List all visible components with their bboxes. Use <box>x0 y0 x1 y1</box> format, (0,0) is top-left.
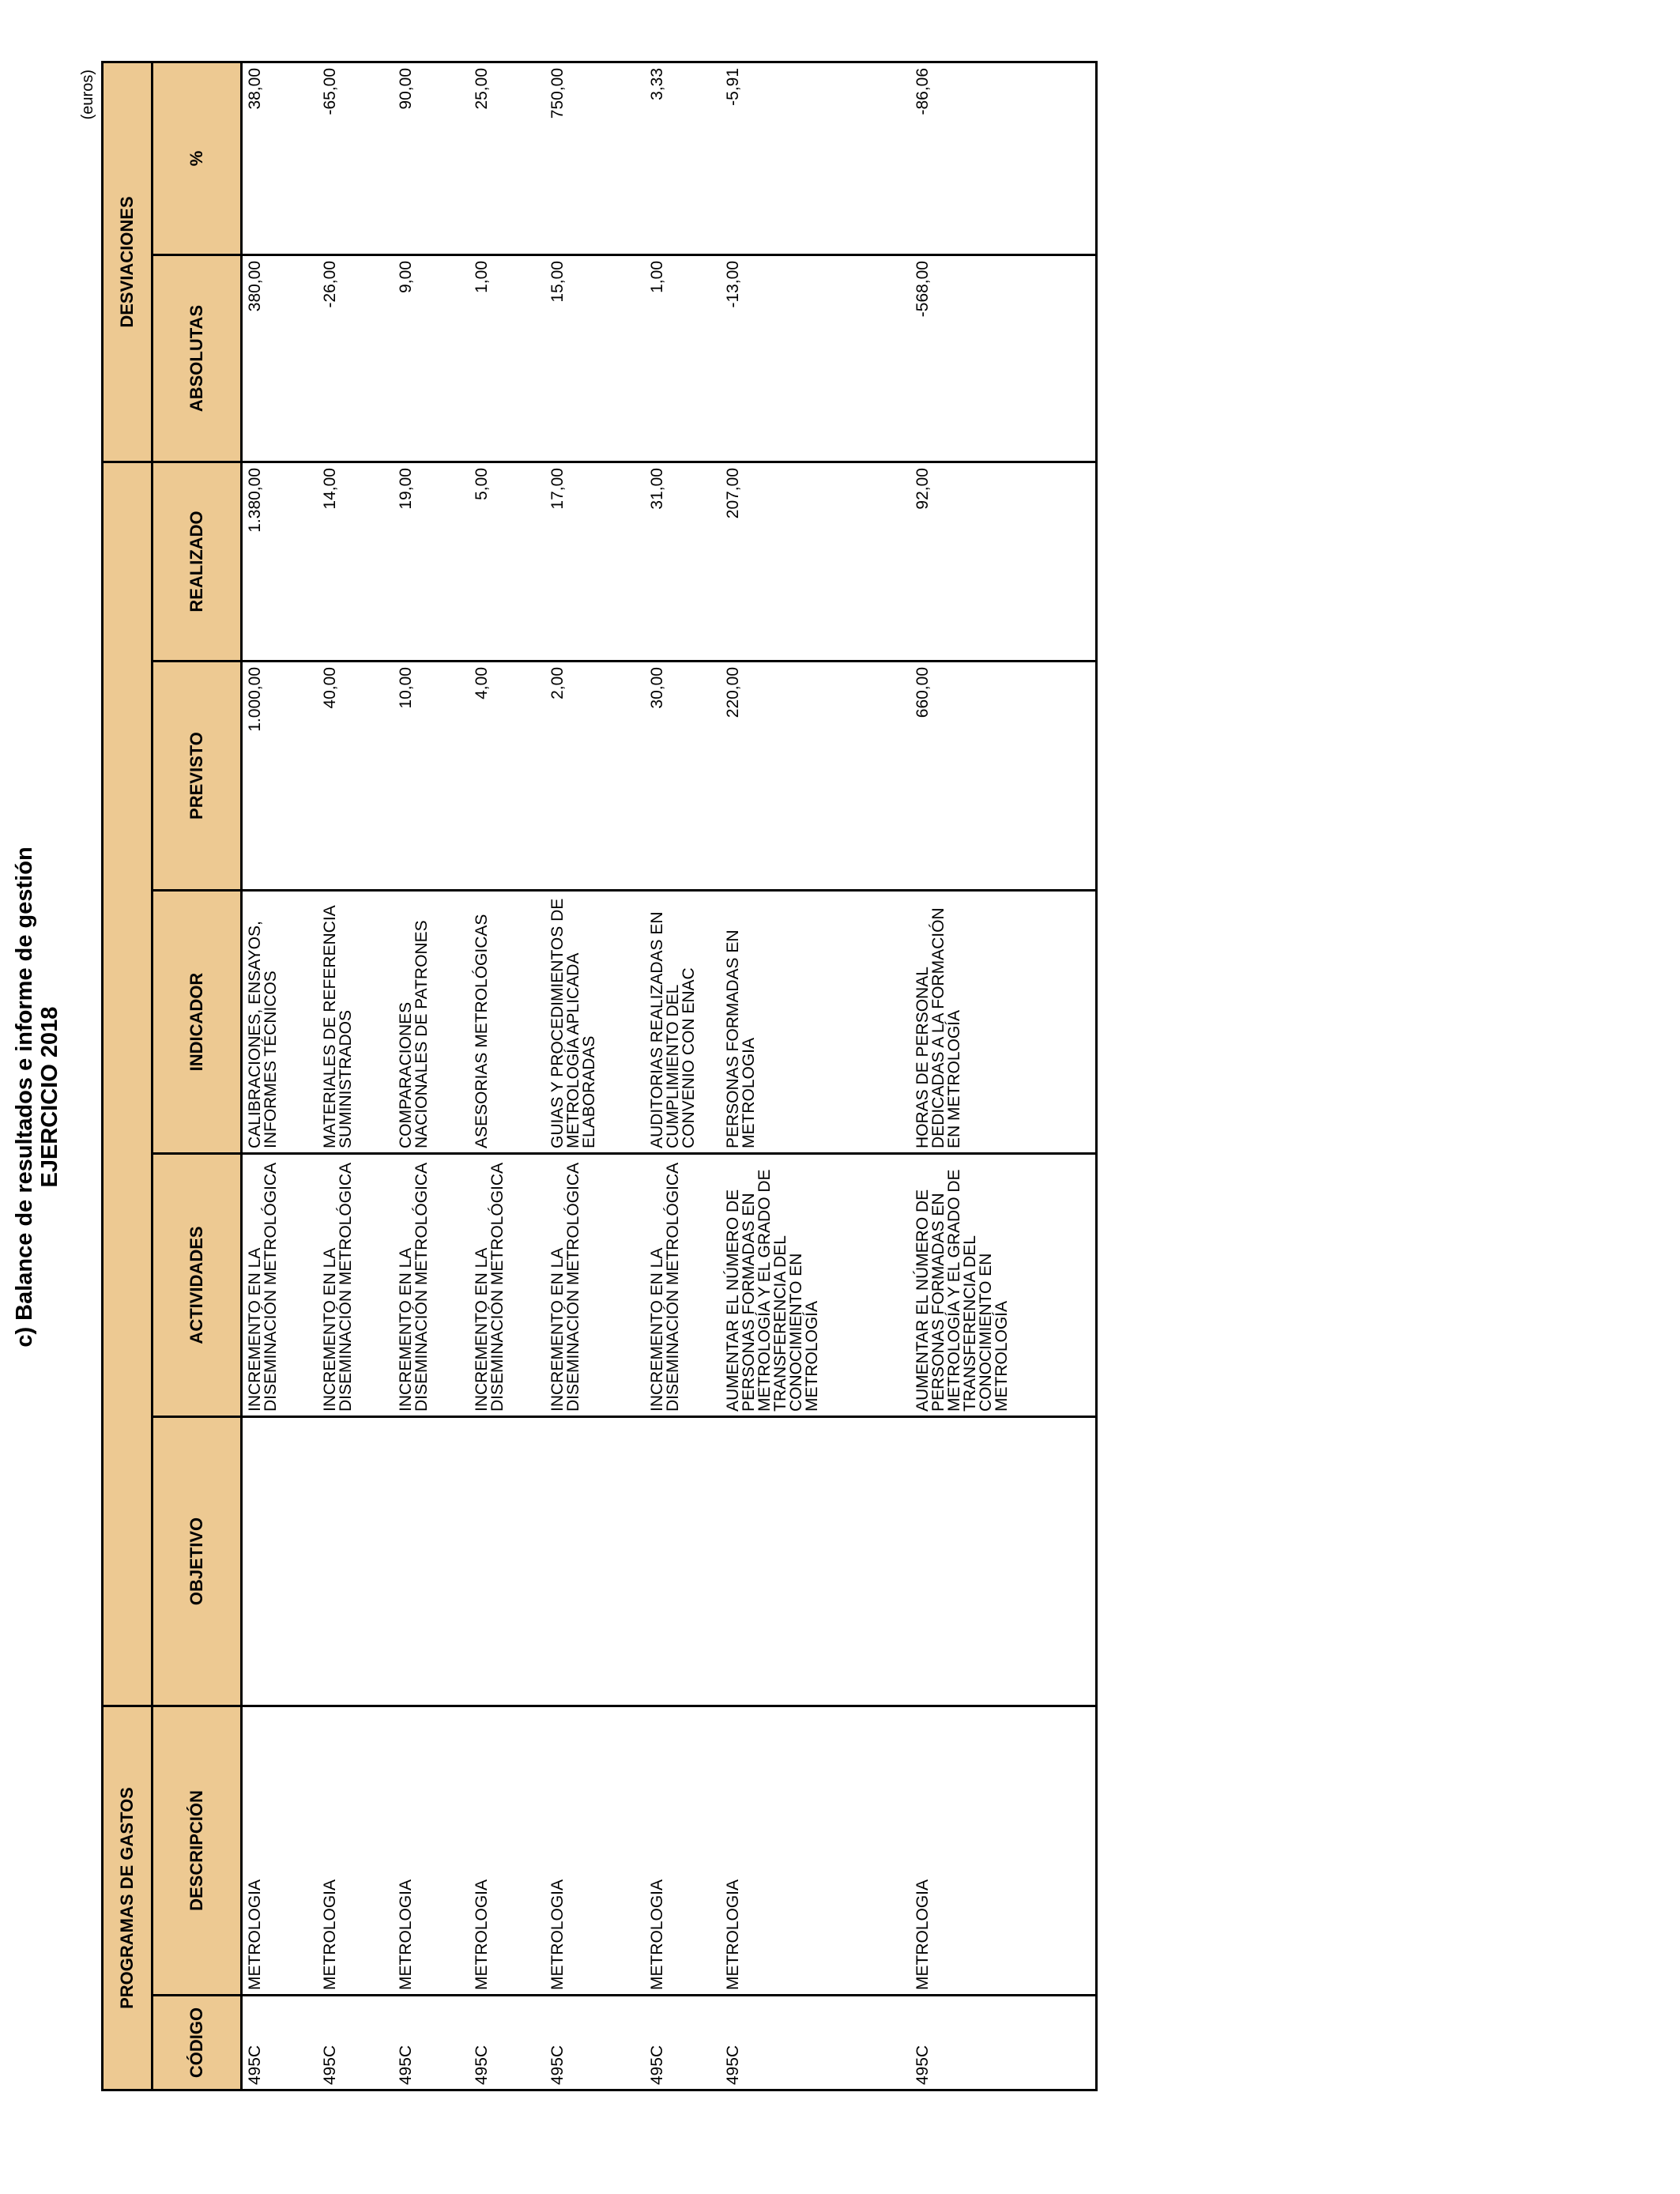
cell-indicador: MATERIALES DE REFERENCIA SUMINISTRADOS <box>318 891 394 1154</box>
header-pct: % <box>153 62 242 254</box>
unit-label: (euros) <box>79 70 96 120</box>
cell-actividades: AUMENTAR EL NÚMERO DE PERSONAS FORMADAS EN METROLOGÍA Y EL GRADO DE TRANSFERENCIA DEL CONOCIMIENTO EN METROLOGÍA <box>910 1154 1097 1417</box>
cell-realizado: 207,00 <box>721 462 910 662</box>
table-row <box>545 62 645 2090</box>
header-indicador: INDICADOR <box>153 891 242 1154</box>
cell-objetivo <box>721 1417 910 1706</box>
cell-pct: 90,00 <box>394 62 469 254</box>
table-row <box>469 62 545 2090</box>
header-spacer <box>103 1417 153 1706</box>
cell-actividades: INCREMENTO EN LA DISEMINACIÓN METROLÓGICA <box>545 1154 645 1417</box>
cell-objetivo <box>394 1417 469 1706</box>
cell-codigo: 495C <box>645 1996 721 2090</box>
cell-codigo: 495C <box>318 1996 394 2090</box>
cell-actividades: INCREMENTO EN LA DISEMINACIÓN METROLÓGICA <box>394 1154 469 1417</box>
cell-realizado: 14,00 <box>318 462 394 662</box>
cell-absolutas: 9,00 <box>394 255 469 462</box>
header-programas: PROGRAMAS DE GASTOS <box>103 1706 153 2090</box>
cell-descripcion: METROLOGIA <box>394 1706 469 1996</box>
cell-absolutas: 1,00 <box>645 255 721 462</box>
header-spacer <box>103 462 153 662</box>
cell-pct: -5,91 <box>721 62 910 254</box>
table-row <box>645 62 721 2090</box>
cell-previsto: 40,00 <box>318 662 394 891</box>
cell-pct: 750,00 <box>545 62 645 254</box>
cell-codigo: 495C <box>242 1996 318 2090</box>
cell-codigo: 495C <box>910 1996 1097 2090</box>
cell-pct: -86,06 <box>910 62 1097 254</box>
cell-realizado: 1.380,00 <box>242 462 318 662</box>
cell-absolutas: -568,00 <box>910 255 1097 462</box>
cell-absolutas: -13,00 <box>721 255 910 462</box>
cell-codigo: 495C <box>469 1996 545 2090</box>
cell-objetivo <box>469 1417 545 1706</box>
cell-indicador: AUDITORIAS REALIZADAS EN CUMPLIMIENTO DEL CONVENIO CON ENAC <box>645 891 721 1154</box>
header-codigo: CÓDIGO <box>153 1996 242 2090</box>
cell-codigo: 495C <box>394 1996 469 2090</box>
results-table <box>101 61 1098 2091</box>
header-spacer <box>103 891 153 1154</box>
cell-indicador: COMPARACIONES NACIONALES DE PATRONES <box>394 891 469 1154</box>
header-absolutas: ABSOLUTAS <box>153 255 242 462</box>
cell-objetivo <box>318 1417 394 1706</box>
cell-indicador: CALIBRACIONES, ENSAYOS, INFORMES TÉCNICOS <box>242 891 318 1154</box>
cell-previsto: 4,00 <box>469 662 545 891</box>
header-realizado: REALIZADO <box>153 462 242 662</box>
header-objetivo: OBJETIVO <box>153 1417 242 1706</box>
table-row <box>318 62 394 2090</box>
header-descripcion: DESCRIPCIÓN <box>153 1706 242 1996</box>
cell-descripcion: METROLOGIA <box>545 1706 645 1996</box>
cell-realizado: 19,00 <box>394 462 469 662</box>
cell-realizado: 31,00 <box>645 462 721 662</box>
cell-indicador: ASESORIAS METROLÓGICAS <box>469 891 545 1154</box>
page-title: c) Balance de resultados e informe de gestión <box>12 846 37 1348</box>
cell-realizado: 5,00 <box>469 462 545 662</box>
cell-previsto: 660,00 <box>910 662 1097 891</box>
cell-indicador: PERSONAS FORMADAS EN METROLOGIA <box>721 891 910 1154</box>
cell-indicador: HORAS DE PERSONAL DEDICADAS A LA FORMACIÓN EN METROLOGÍA <box>910 891 1097 1154</box>
cell-objetivo <box>910 1417 1097 1706</box>
cell-objetivo <box>545 1417 645 1706</box>
cell-descripcion: METROLOGIA <box>242 1706 318 1996</box>
cell-actividades: INCREMENTO EN LA DISEMINACIÓN METROLÓGICA <box>242 1154 318 1417</box>
table-row <box>394 62 469 2090</box>
cell-codigo: 495C <box>545 1996 645 2090</box>
cell-previsto: 220,00 <box>721 662 910 891</box>
cell-objetivo <box>645 1417 721 1706</box>
header-spacer <box>103 662 153 891</box>
header-desviaciones: DESVIACIONES <box>103 62 153 462</box>
cell-descripcion: METROLOGIA <box>318 1706 394 1996</box>
cell-previsto: 30,00 <box>645 662 721 891</box>
cell-realizado: 92,00 <box>910 462 1097 662</box>
cell-descripcion: METROLOGIA <box>645 1706 721 1996</box>
cell-previsto: 2,00 <box>545 662 645 891</box>
cell-actividades: INCREMENTO EN LA DISEMINACIÓN METROLÓGICA <box>645 1154 721 1417</box>
header-previsto: PREVISTO <box>153 662 242 891</box>
cell-actividades: INCREMENTO EN LA DISEMINACIÓN METROLÓGICA <box>318 1154 394 1417</box>
cell-codigo: 495C <box>721 1996 910 2090</box>
page-subtitle: EJERCICIO 2018 <box>37 1006 62 1188</box>
table-row <box>721 62 910 2090</box>
cell-descripcion: METROLOGIA <box>910 1706 1097 1996</box>
cell-previsto: 10,00 <box>394 662 469 891</box>
header-spacer <box>103 1154 153 1417</box>
header-actividades: ACTIVIDADES <box>153 1154 242 1417</box>
cell-pct: 3,33 <box>645 62 721 254</box>
cell-absolutas: -26,00 <box>318 255 394 462</box>
cell-indicador: GUIAS Y PROCEDIMIENTOS DE METROLOGÍA APLICADA ELABORADAS <box>545 891 645 1154</box>
cell-realizado: 17,00 <box>545 462 645 662</box>
cell-pct: -65,00 <box>318 62 394 254</box>
cell-descripcion: METROLOGIA <box>721 1706 910 1996</box>
cell-pct: 25,00 <box>469 62 545 254</box>
cell-objetivo <box>242 1417 318 1706</box>
cell-absolutas: 1,00 <box>469 255 545 462</box>
cell-descripcion: METROLOGIA <box>469 1706 545 1996</box>
cell-absolutas: 15,00 <box>545 255 645 462</box>
cell-actividades: INCREMENTO EN LA DISEMINACIÓN METROLÓGICA <box>469 1154 545 1417</box>
cell-pct: 38,00 <box>242 62 318 254</box>
cell-previsto: 1.000,00 <box>242 662 318 891</box>
cell-absolutas: 380,00 <box>242 255 318 462</box>
cell-actividades: AUMENTAR EL NÚMERO DE PERSONAS FORMADAS EN METROLOGÍA Y EL GRADO DE TRANSFERENCIA DEL CONOCIMIENTO EN METROLOGÍA <box>721 1154 910 1417</box>
table-row <box>910 62 1097 2090</box>
table-row <box>242 62 318 2090</box>
